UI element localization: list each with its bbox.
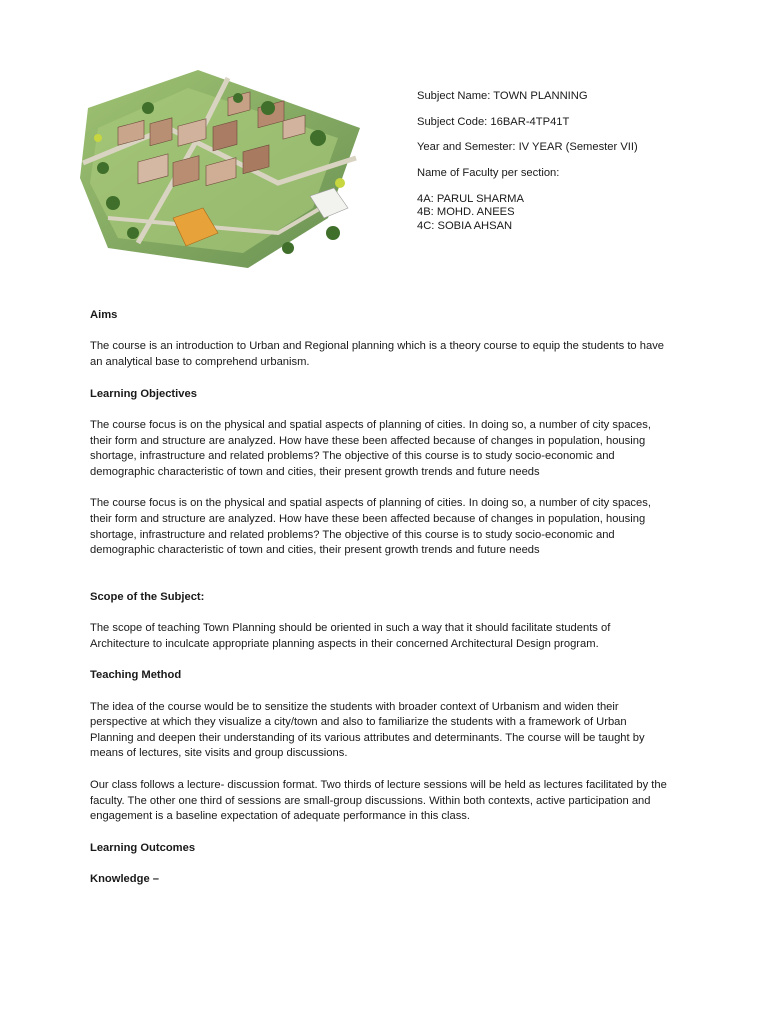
outcomes-heading: Learning Outcomes (90, 841, 196, 854)
year-semester: Year and Semester: IV YEAR (Semester VII) (417, 141, 638, 154)
aims-heading: Aims (90, 309, 118, 321)
method-text-2: Our class follows a lecture- discussion format. Two thirds of lecture sessions will be held as lectures facilitated by the faculty. The other one third of sessions are small-group discussions. Within both contexts, active participation and engagement is a baseline expectation of adequate performance in this class. (90, 779, 667, 823)
faculty-4b: 4B: MOHD. ANEES (417, 206, 515, 219)
method-text-1: The idea of the course would be to sensitize the students with broader context of Urbanism and widen their perspective at which they visualize a city/town and also to familiarize the students with a framework of Urban Planning and deepen their understanding of its various attributes and determinants. The course will be taught by means of lectures, site visits and group discussions. (90, 700, 645, 760)
subject-name: Subject Name: TOWN PLANNING (417, 90, 588, 102)
objectives-heading: Learning Objectives (90, 387, 197, 400)
objectives-text-2: The course focus is on the physical and spatial aspects of planning of cities. In doing so, a number of city spaces, their form and structure are analyzed. How have these been affected because of changes in population, housing shortage, infrastructure and related problems? The objective of this course is to study socio-economic and demographic characteristic of town and cities, their present growth trends and future needs (90, 497, 651, 557)
city-aerial-illustration (78, 68, 364, 270)
faculty-label: Name of Faculty per section: (417, 167, 560, 180)
scope-heading: Scope of the Subject: (90, 590, 205, 603)
scope-text: The scope of teaching Town Planning should be oriented in such a way that it should facilitate students of Architecture to inculcate appropriate planning aspects in their concerned Architectural Design program. (90, 622, 611, 650)
aims-text: The course is an introduction to Urban and Regional planning which is a theory course to equip the students to have an analytical base to comprehend urbanism. (90, 340, 665, 368)
document-body (90, 308, 670, 904)
subject-info (417, 90, 747, 233)
faculty-4a: 4A: PARUL SHARMA (417, 192, 524, 205)
subject-code: Subject Code: 16BAR-4TP41T (417, 115, 570, 128)
objectives-text-1: The course focus is on the physical and spatial aspects of planning of cities. In doing so, a number of city spaces, their form and structure are analyzed. How have these been affected because of changes in population, housing shortage, infrastructure and related problems? The objective of this course is to study socio-economic and demographic characteristic of town and cities, their present growth trends and future needs (90, 418, 651, 478)
faculty-4c: 4C: SOBIA AHSAN (417, 219, 513, 232)
knowledge-heading: Knowledge – (90, 873, 159, 886)
method-heading: Teaching Method (90, 669, 182, 682)
